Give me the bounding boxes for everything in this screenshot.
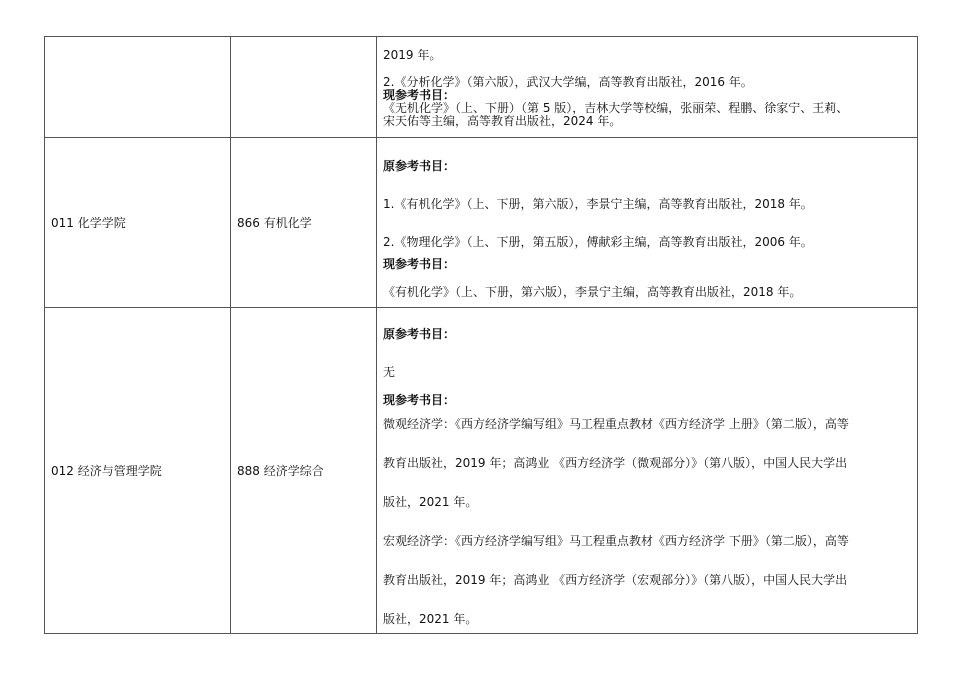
reference-cell [377,37,918,138]
subject-cell [231,138,377,308]
current-books-heading: 现参考书目： [383,257,456,271]
original-books-heading: 原参考书目： [383,159,456,173]
reference-line: 宋天佑等主编，高等教育出版社，2024 年。 [383,115,622,128]
reference-line: 2.《物理化学》（上、下册，第五版），傅献彩主编，高等教育出版社，2006 年。 [383,235,813,249]
college-cell [45,308,231,634]
college-cell [45,138,231,308]
reference-line: 2019 年。 [383,49,442,62]
reference-line: 《无机化学》（上、下册）（第 5 版），吉林大学等校编，张丽荣、程鹏、徐家宁、王莉、 [383,102,849,115]
subject-cell [231,37,377,138]
original-books-heading: 原参考书目： [383,327,456,341]
current-books-heading: 现参考书目： [383,89,456,102]
reference-line: 教育出版社，2019 年；高鸿业 《西方经济学（微观部分）》（第八版），中国人民大学出 [383,456,848,470]
reference-line: 宏观经济学：《西方经济学编写组》马工程重点教材《西方经济学 下册》（第二版），高等 [383,534,849,548]
college-name: 012 经济与管理学院 [51,464,162,478]
reference-line: 教育出版社，2019 年；高鸿业 《西方经济学（宏观部分）》（第八版），中国人民大学出 [383,573,848,587]
table-row [45,308,918,634]
reference-line: 《有机化学》（上、下册，第六版），李景宁主编，高等教育出版社，2018 年。 [383,285,802,299]
current-books-heading: 现参考书目： [383,393,456,407]
reference-line: 版社，2021 年。 [383,612,478,626]
reference-cell [377,138,918,308]
table-row [45,138,918,308]
subject-cell [231,308,377,634]
reference-line: 版社，2021 年。 [383,495,478,509]
reference-cell [377,308,918,634]
reference-line: 2.《分析化学》（第六版），武汉大学编，高等教育出版社，2016 年。 [383,76,753,89]
reference-line: 微观经济学：《西方经济学编写组》马工程重点教材《西方经济学 上册》（第二版），高等 [383,417,849,431]
reference-books-table [44,36,918,634]
table-row [45,37,918,138]
reference-line: 无 [383,365,396,379]
subject-name: 866 有机化学 [237,216,312,230]
subject-name: 888 经济学综合 [237,464,324,478]
reference-line: 1.《有机化学》（上、下册，第六版），李景宁主编，高等教育出版社，2018 年。 [383,197,813,211]
college-name: 011 化学学院 [51,216,126,230]
college-cell [45,37,231,138]
